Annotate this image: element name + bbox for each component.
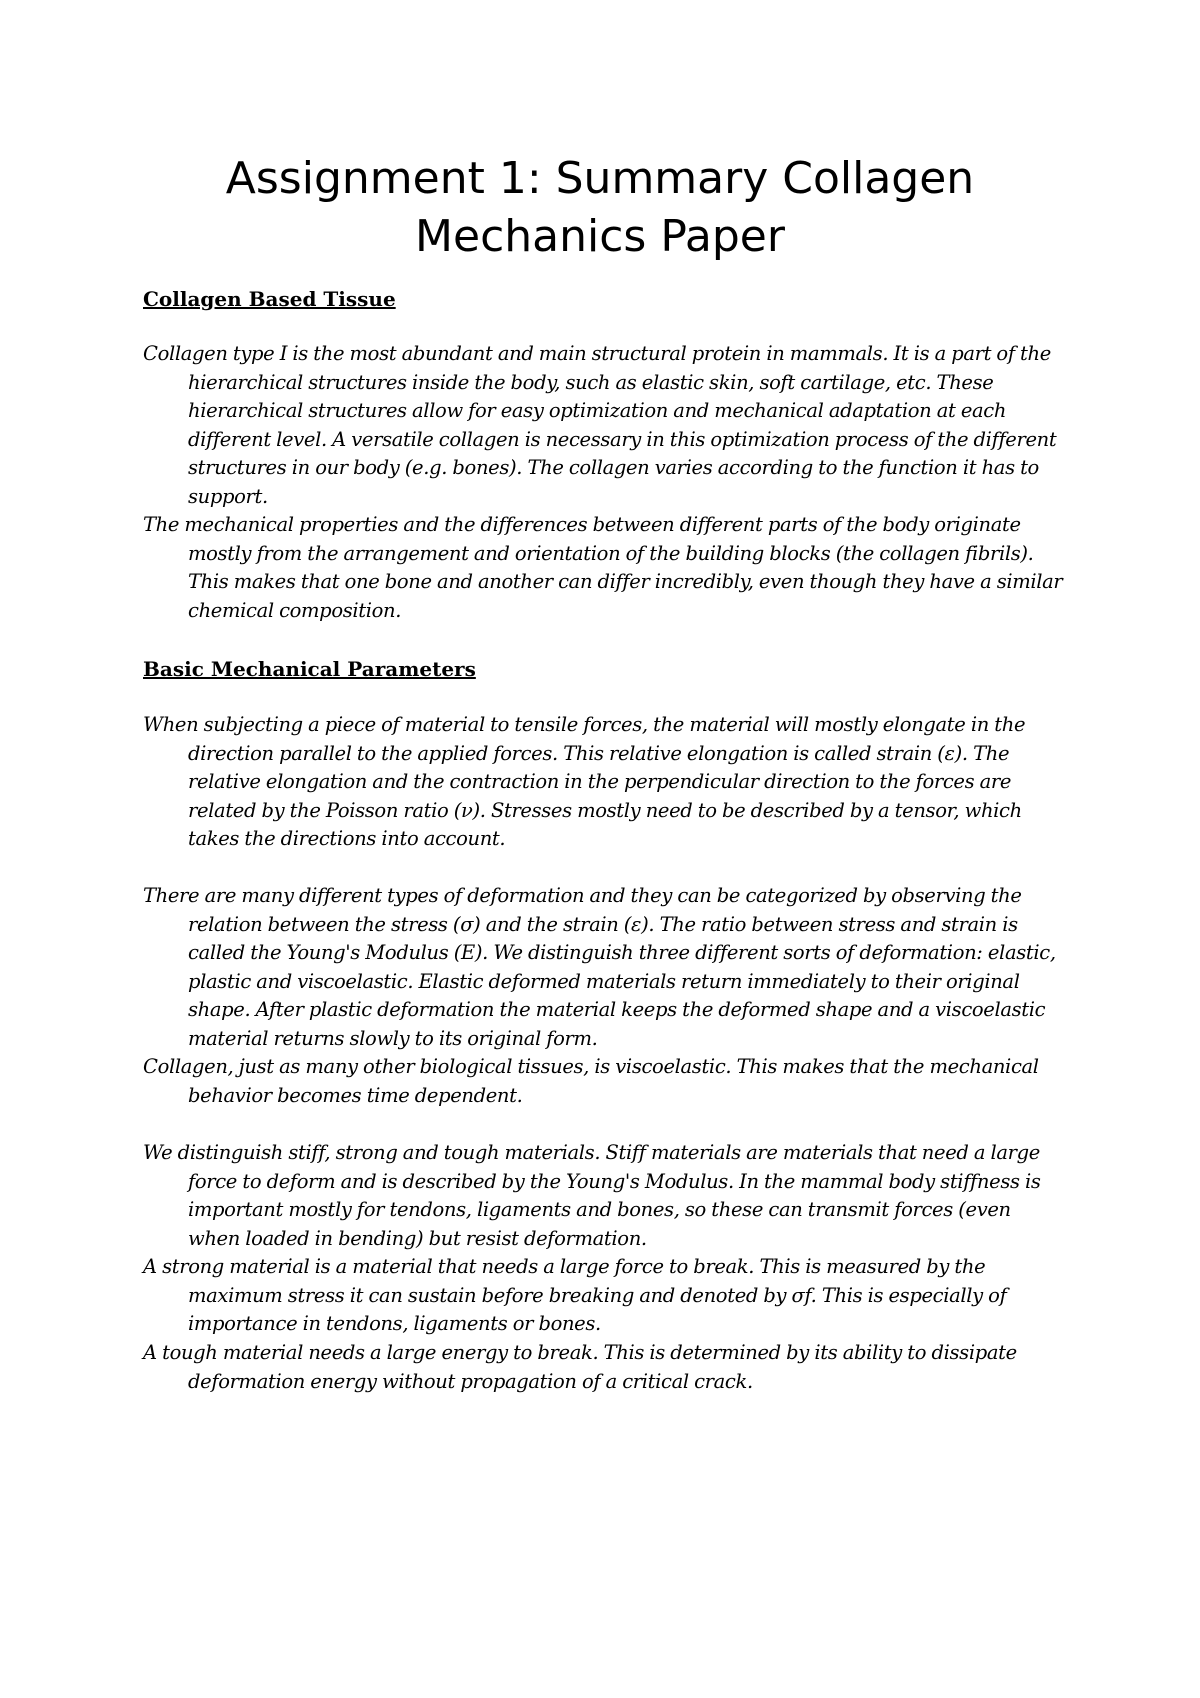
paragraph: There are many different types of deformation and they can be categorized by observing the relation between the stress (σ) and the strain (ε). The ratio between stress and strain is called the Young's Modulus (E). We distinguish three different sorts of deformation: elastic, plastic and viscoelastic. Elastic deformed materials return immediately to their original shape. After plastic deformation the material keeps the deformed shape and a viscoelastic material returns slowly to its original form.	[143, 884, 1056, 1050]
paragraph: When subjecting a piece of material to tensile forces, the material will mostly elongate in the direction parallel to the applied forces. This relative elongation is called strain (ε). The relative elongation and the contraction in the perpendicular direction to the forces are related by the Poisson ratio (ν). Stresses mostly need to be described by a tensor, which takes the directions into account.	[143, 713, 1026, 850]
paragraph: A strong material is a material that needs a large force to break. This is measured by the maximum stress it can sustain before breaking and denoted by σf. This is especially of importance in tendons, ligaments or bones.	[143, 1255, 1007, 1335]
section-heading-basic-mechanical-parameters: Basic Mechanical Parameters	[143, 657, 476, 681]
title-line-1: Assignment 1: Summary Collagen	[225, 153, 975, 204]
paragraph: A tough material needs a large energy to break. This is determined by its ability to dissipate deformation energy without propagation of a critical crack.	[143, 1341, 1017, 1393]
paragraph: The mechanical properties and the differences between different parts of the body originate mostly from the arrangement and orientation of the building blocks (the collagen fibrils). This makes that one bone and another can differ incredibly, even though they have a similar chemical composition.	[143, 513, 1063, 622]
section-heading-collagen-based-tissue: Collagen Based Tissue	[143, 287, 396, 311]
paragraph: We distinguish stiff, strong and tough materials. Stiff materials are materials that need a large force to deform and is described by the Young's Modulus. In the mammal body stiffness is important mostly for tendons, ligaments and bones, so these can transmit forces (even when loaded in bending) but resist deformation.	[143, 1141, 1041, 1250]
paragraph: Collagen type I is the most abundant and main structural protein in mammals. It is a part of the hierarchical structures inside the body, such as elastic skin, soft cartilage, etc. These hierarchical structures allow for easy optimization and mechanical adaptation at each different level. A versatile collagen is necessary in this optimization process of the different structures in our body (e.g. bones). The collagen varies according to the function it has to support.	[143, 342, 1057, 508]
paragraph: Collagen, just as many other biological tissues, is viscoelastic. This makes that the mechanical behavior becomes time dependent.	[143, 1055, 1039, 1107]
document-title	[150, 150, 1050, 266]
title-line-2: Mechanics Paper	[415, 211, 785, 262]
